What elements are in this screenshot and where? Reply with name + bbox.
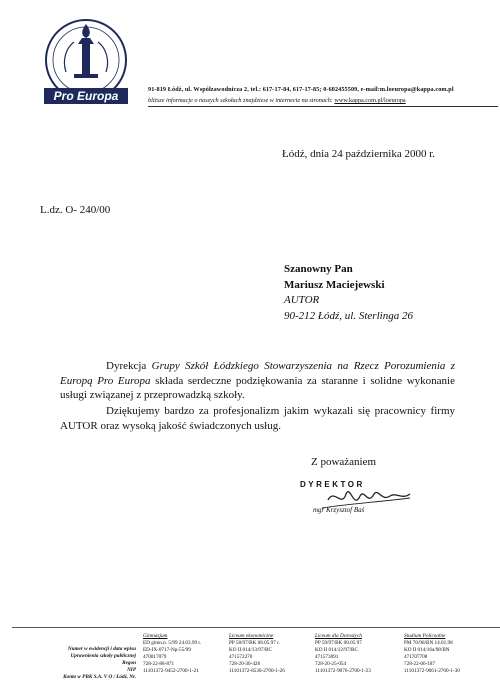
footer-cell: KO II 014/16a/98/BN <box>404 646 450 653</box>
footer-column-liceum-dla-doroslych <box>315 633 393 674</box>
recipient-address: 90-212 Łódź, ul. Sterlinga 26 <box>284 310 413 322</box>
footer-cell: KO II 014/13/97/BC <box>229 646 272 653</box>
school-name: Grupy Szkół Łódzkiego Stowarzyszenia na Rzecz Porozumienia z Europą Pro Europa <box>60 360 455 387</box>
footer-cell: PP 59/97/BK 08.05.97 <box>315 639 362 646</box>
footer-cell: ED gimn.n. 5/99 24.03.99 r. <box>143 639 202 646</box>
recipient-company: AUTOR <box>284 294 320 306</box>
body-paragraph-2: Dziękujemy bardzo za profesjonalizm jakim wykazali się pracownicy firmy AUTOR oraz wysoką jakość świadczonych usług. <box>60 405 455 432</box>
closing-text: Z poważaniem <box>311 456 377 468</box>
footer-cell: 11101372-9076-2700-1-23 <box>315 667 371 674</box>
footer-column-heading: Liceum ekonomiczne <box>229 633 274 639</box>
pro-europa-logo <box>26 14 138 114</box>
website-link[interactable]: www.kappa.com.pl/loeuropa <box>334 97 406 104</box>
svg-text:Pro Europa: Pro Europa <box>53 89 119 103</box>
paragraph-1-rest: składa serdeczne podziękowania za staranne i solidne wykonanie usługi związanej z przeprowadzką szkoły. <box>60 374 455 401</box>
footer-column-heading: Gimnazjum <box>143 633 168 639</box>
footer-cell: PP 58/97/BK 08.05.97 r. <box>229 639 280 646</box>
sender-address: 91-819 Łódź, ul. Współzawodnicza 2, tel.: 617-17-84, 617-17-85; 0-602455509, e-mail:m.loeuropa@kappa.com.pl <box>148 86 454 93</box>
footer-cell: 470017079 <box>143 653 167 660</box>
header-divider <box>148 106 498 107</box>
footer-label: Uprawnienia szkoły publicznej <box>70 652 136 659</box>
footer-cell: 11101372-9061-2700-1-30 <box>404 667 460 674</box>
letter-reference: L.dz. O- 240/00 <box>40 204 111 216</box>
recipient-name: Mariusz Maciejewski <box>284 279 385 291</box>
footer-cell: 471573091 <box>315 653 339 660</box>
footer-labels <box>8 646 136 681</box>
footer-column-heading: Studium Policealne <box>404 633 446 639</box>
signatory-name: mgr Krzysztof Baś <box>313 506 365 514</box>
sender-info-text: bliższe informacje o naszych szkołach znajdziesz w internecie na stronach: <box>148 97 333 104</box>
footer-cell: 11101372-9452-2700-1-21 <box>143 667 199 674</box>
torch-icon <box>74 24 98 78</box>
footer-cell: 11101372-8530-2700-1-26 <box>229 667 285 674</box>
footer-cell: ED-IX-0717-Np-55/99 <box>143 646 191 653</box>
footer-column-heading: Liceum dla Dorosłych <box>315 633 362 639</box>
footer-cell: 471707708 <box>404 653 428 660</box>
footer-cell: KO II 014/12/97/BC <box>315 646 358 653</box>
footer-column-gimnazjum <box>143 633 221 674</box>
footer-column-liceum-ekonomiczne <box>229 633 307 674</box>
paragraph-1-lead: Dyrekcja <box>106 360 152 372</box>
footer-cell: 728-22-06-187 <box>404 660 436 667</box>
footer-cell: 471572270 <box>229 653 253 660</box>
footer-cell: 728-22-88-871 <box>143 660 175 667</box>
footer-column-studium-policealne <box>404 633 482 674</box>
footer-label: NIP <box>127 666 136 673</box>
footer-divider <box>12 627 500 628</box>
body-paragraph-1 <box>60 359 455 403</box>
recipient-salutation: Szanowny Pan <box>284 263 353 275</box>
footer-cell: 728-20-30-428 <box>229 660 261 667</box>
footer-label: Konto w PBK S.A. V O / Łódź, Nr. <box>63 673 136 680</box>
signatory-title: DYREKTOR <box>300 480 365 489</box>
footer-label: Numer w ewidencji i data wpisu <box>67 646 136 652</box>
footer-label: Regon <box>122 659 136 666</box>
footer-cell: PM 70/98/BN 14.01.98 <box>404 639 453 646</box>
sender-info <box>148 97 406 104</box>
letter-date: Łódź, dnia 24 października 2000 r. <box>282 148 436 160</box>
footer-cell: 728-20-25-054 <box>315 660 347 667</box>
